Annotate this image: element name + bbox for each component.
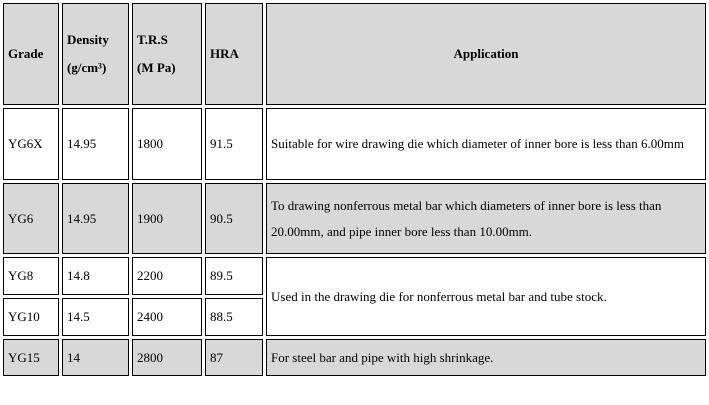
header-density (62, 3, 129, 105)
header-trs-line1: T.R.S (137, 32, 168, 47)
cell-grade: YG6 (3, 183, 59, 254)
cell-application: To drawing nonferrous metal bar which diameters of inner bore is less than 20.00mm, and pipe inner bore less than 10.00mm. (266, 183, 706, 254)
cell-application: Suitable for wire drawing die which diameter of inner bore is less than 6.00mm (266, 108, 706, 180)
cell-application: For steel bar and pipe with high shrinkage. (266, 339, 706, 376)
table-header-row (3, 3, 706, 105)
cell-trs: 1900 (132, 183, 202, 254)
header-hra: HRA (205, 3, 263, 105)
cell-grade: YG6X (3, 108, 59, 180)
cell-density: 14.8 (62, 257, 129, 295)
header-trs-line2: (M Pa) (137, 60, 176, 75)
cell-application: Used in the drawing die for nonferrous metal bar and tube stock. (266, 257, 706, 336)
cell-density: 14.95 (62, 183, 129, 254)
table-row (3, 108, 706, 180)
cell-trs: 1800 (132, 108, 202, 180)
header-density-line2: (g/cm³) (67, 60, 107, 75)
cell-hra: 90.5 (205, 183, 263, 254)
cell-density: 14 (62, 339, 129, 376)
cell-grade: YG8 (3, 257, 59, 295)
header-density-line1: Density (67, 32, 109, 47)
header-application: Application (266, 3, 706, 105)
cell-density: 14.5 (62, 298, 129, 336)
cell-trs: 2200 (132, 257, 202, 295)
table-row (3, 183, 706, 254)
cell-hra: 88.5 (205, 298, 263, 336)
table-row (3, 339, 706, 376)
header-trs (132, 3, 202, 105)
header-grade: Grade (3, 3, 59, 105)
cell-grade: YG10 (3, 298, 59, 336)
table-row (3, 257, 706, 295)
cell-hra: 89.5 (205, 257, 263, 295)
cell-trs: 2400 (132, 298, 202, 336)
cell-hra: 87 (205, 339, 263, 376)
cell-grade: YG15 (3, 339, 59, 376)
cell-hra: 91.5 (205, 108, 263, 180)
cell-density: 14.95 (62, 108, 129, 180)
cell-trs: 2800 (132, 339, 202, 376)
